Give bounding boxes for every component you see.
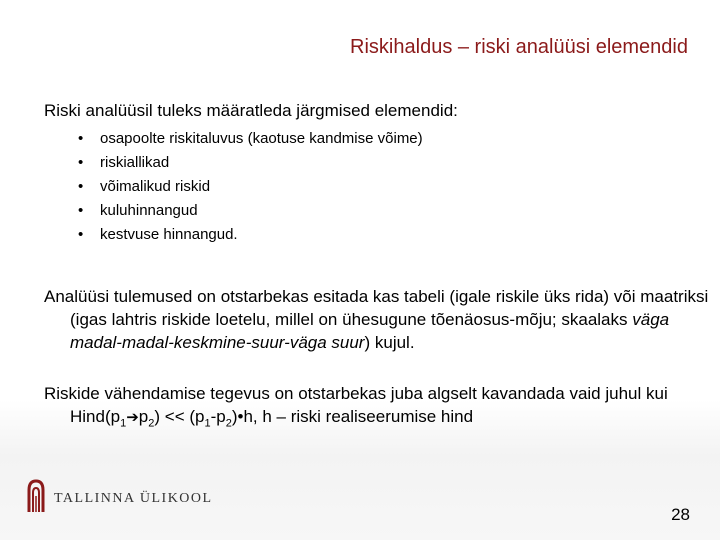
list-item: [78, 223, 423, 247]
bullet-text: kestvuse hinnangud.: [100, 226, 238, 243]
bullet-text: riskiallikad: [100, 154, 170, 171]
mitigation-text-1: Riskide vähendamise tegevus on otstarbekas juba algselt kavandada vaid juhul kui Hind(p: [44, 384, 668, 426]
bullet-text: osapoolte riskitaluvus (kaotuse kandmise võime): [100, 130, 423, 147]
list-item: [78, 151, 423, 175]
bullet-marker: •: [78, 202, 84, 219]
mitigation-text-3: ) << (p: [154, 407, 205, 426]
tallinn-university-logo-icon: [26, 478, 46, 519]
results-end: ) kujul.: [364, 333, 415, 352]
mitigation-text-4: -p: [210, 407, 226, 426]
subscript-2: 2: [148, 417, 155, 430]
results-paragraph: [44, 285, 720, 354]
mitigation-text-2: p: [138, 407, 149, 426]
results-text: Analüüsi tulemused on otstarbekas esitada kas tabeli (igale riskile üks rida) või maatriksi (igas lahtris riskide loetelu, millel on ühesugune tõenäosus-mõju; skaalaks: [44, 287, 709, 329]
scale-emphasis: väga madal-madal-keskmine-suur-väga suur: [70, 310, 670, 352]
page-number: 28: [671, 505, 690, 524]
subscript-1: 1: [120, 417, 127, 430]
logo-text: TALLINNA ÜLIKOOL: [54, 490, 213, 506]
intro-text: Riski analüüsil tuleks määratleda järgmised elemendid:: [44, 101, 458, 120]
bullet-marker: •: [78, 130, 84, 147]
slide-title: Riskihaldus – riski analüüsi elemendid: [350, 36, 688, 58]
bullet-marker: •: [78, 226, 84, 243]
subscript-4: 2: [225, 417, 232, 430]
mitigation-text-5: )•h, h – riski realiseerumise hind: [231, 407, 474, 426]
bullet-marker: •: [78, 154, 84, 171]
list-item: [78, 127, 423, 151]
list-item: [78, 175, 423, 199]
footer-logo: [26, 478, 213, 519]
list-item: [78, 199, 423, 223]
bullet-list: [78, 127, 423, 247]
bullet-text: kuluhinnangud: [100, 202, 198, 219]
bullet-marker: •: [78, 178, 84, 195]
subscript-3: 1: [204, 417, 211, 430]
right-arrow-icon: ➔: [126, 409, 139, 426]
bullet-text: võimalikud riskid: [100, 178, 211, 195]
mitigation-paragraph: [44, 382, 720, 435]
